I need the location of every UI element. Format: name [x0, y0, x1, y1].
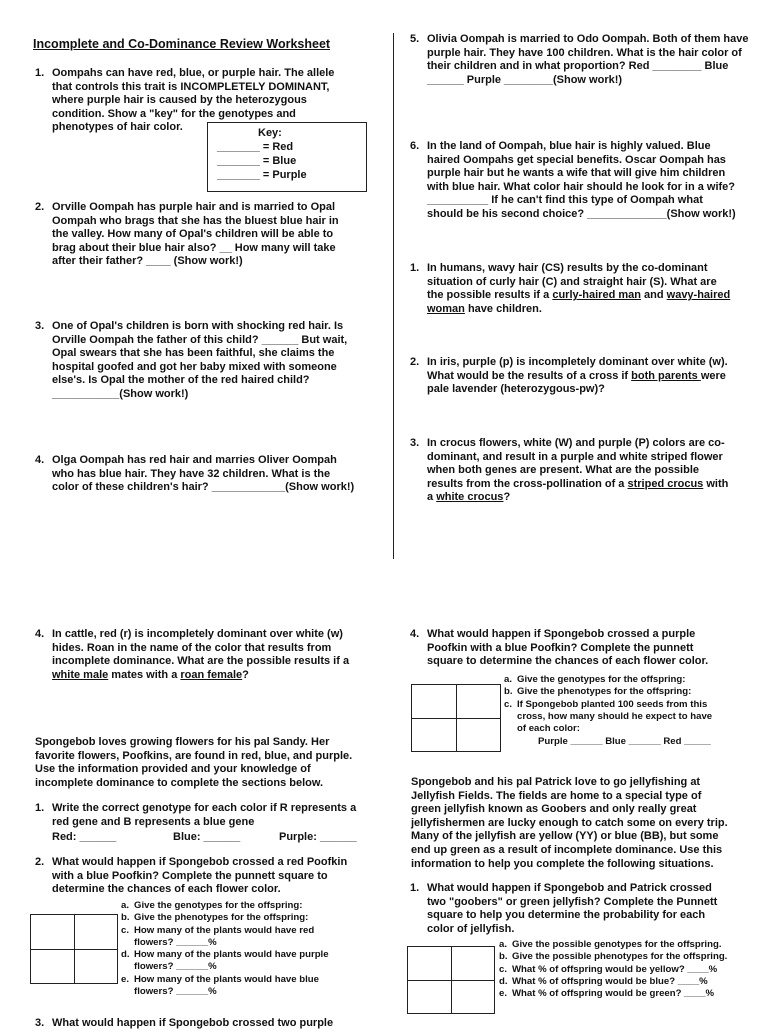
- question-4-olga: 4. Olga Oompah has red hair and marries Oliver Oompah who has blue hair. They have 32 children. What is the color of these children's hair? ____________(Show work!): [35, 454, 355, 494]
- seed-color-blanks: Purple ______ Blue ______ Red _____: [538, 736, 711, 747]
- sub-letter: b.: [504, 686, 513, 698]
- codominance-question-1-hair: 1. In humans, wavy hair (CS) results by the co-dominant situation of curly hair (C) and straight hair (S). What are the possible results if a curly-haired man and wavy-haired woman have children.: [410, 262, 731, 315]
- sub-text: If Spongebob planted 100 seeds from this cross, how many should he expect to have of each color:: [517, 698, 713, 735]
- sub-text: How many of the plants would have red flowers? ______%: [134, 924, 315, 948]
- jellyfish-sub-item-e: [499, 988, 764, 1000]
- key-blue-line: _______ = Blue: [217, 155, 297, 167]
- sub-letter: a.: [121, 900, 130, 911]
- jellyfish-sub-item-b: [499, 951, 764, 963]
- jellyfish-sub-item-a: [499, 939, 764, 951]
- sub-letter: c.: [504, 698, 513, 710]
- jellyfish-subquestions: [499, 939, 764, 1000]
- sub-text: Give the phenotypes for the offspring:: [517, 686, 692, 698]
- sub-letter: b.: [121, 912, 130, 924]
- sub-letter: e.: [121, 973, 130, 985]
- sub-text: Give the genotypes for the offspring:: [134, 900, 303, 911]
- sub-letter: d.: [499, 975, 508, 987]
- column-divider: [393, 33, 394, 559]
- question-5-olivia: 5. Olivia Oompah is married to Odo Oompah. Both of them have purple hair. They have 100 children. What is the hair color of their children and in what proportion? Red ________ Blue ______ Purple ________(Show work!): [410, 33, 749, 86]
- sub-letter: a.: [499, 939, 508, 950]
- question-1-oompah-hair: 1. Oompahs can have red, blue, or purple hair. The allele that controls this trait is INCOMPLETELY DOMINANT, where purple hair is caused by the heterozygous condition. Show a "key" for the genotypes and phenotypes of hair color.: [35, 67, 335, 134]
- sub-text: What % of offspring would be green? ____%: [512, 988, 715, 1000]
- red-blue-sub-item-b: [121, 912, 381, 924]
- key-heading: Key:: [258, 127, 282, 139]
- sub-text: How many of the plants would have purple flowers? ______%: [134, 949, 329, 973]
- sub-letter: a.: [504, 674, 513, 685]
- purple-blue-sub-item-b: [504, 686, 766, 698]
- punnett-square-jellyfish[interactable]: [407, 946, 495, 1014]
- genotype-red-blank: Red: ______: [52, 831, 117, 843]
- genotype-purple-blank: Purple: ______: [279, 831, 357, 843]
- sub-text: What % of offspring would be yellow? ____%: [512, 963, 718, 975]
- question-4-purple-blue-poofkin: 4. What would happen if Spongebob crossed a purple Poofkin with a blue Poofkin? Complete the punnett square to determine the chances of each flower color.: [410, 628, 709, 668]
- jellyfish-sub-item-d: [499, 976, 764, 988]
- worksheet-title: Incomplete and Co-Dominance Review Worksheet: [33, 37, 331, 51]
- sub-letter: e.: [499, 988, 508, 1000]
- section-2-subquestions: [121, 900, 381, 998]
- poofkin-intro-paragraph: Spongebob loves growing flowers for his pal Sandy. Her favorite flowers, Poofkins, are found in red, blue, and purple. Use the information provided and your knowledge of incomplete dominance to complete the sections below.: [35, 736, 353, 789]
- sub-text: How many of the plants would have blue flowers? ______%: [134, 973, 319, 998]
- question-4-cattle: 4. In cattle, red (r) is incompletely dominant over white (w) hides. Roan in the name of the color that results from incomplete dominance. What are the possible results if a white male mates with a roan female?: [35, 628, 350, 681]
- red-blue-sub-item-a: [121, 900, 381, 912]
- question-3-opal-child: 3. One of Opal's children is born with shocking red hair. Is Orville Oompah the father of this child? ______ But wait, Opal swears that she has been faithful, she claims the hospital goofed and got her baby mixed with someone else's. Is Opal the mother of the red haired child? ___________(Show work!): [35, 320, 348, 400]
- sub-letter: d.: [121, 949, 130, 961]
- genotype-key-box: [207, 122, 367, 192]
- red-blue-sub-item-e: [121, 974, 381, 999]
- question-4-subquestions: [504, 674, 766, 735]
- sub-text: Give the possible phenotypes for the offspring.: [512, 951, 728, 963]
- sub-letter: c.: [121, 924, 130, 936]
- codominance-question-3-crocus: 3. In crocus flowers, white (W) and purple (P) colors are co- dominant, and result in a purple and white striped flower when both genes are present. What are the possible results from the cross-pollination of a striped crocus with a white crocus?: [410, 437, 729, 504]
- question-2-orville: 2. Orville Oompah has purple hair and is married to Opal Oompah who brags that she has the bluest blue hair in the valley. How many of Opal's children will be able to brag about their blue hair also? __ How many will take after their father? ____ (Show work!): [35, 201, 339, 268]
- question-6-oscar: 6. In the land of Oompah, blue hair is highly valued. Blue haired Oompahs get special benefits. Oscar Oompah has purple hair but he wants a wife that will give him children with blue hair. What color hair should he look for in a wife? __________ If he can't find this type of Oompah what should be his second choice? _____________(Show work!): [410, 140, 736, 220]
- key-purple-line: _______ = Purple: [217, 169, 307, 181]
- purple-blue-sub-item-a: [504, 674, 766, 686]
- key-red-line: _______ = Red: [217, 141, 294, 153]
- sub-letter: c.: [499, 963, 508, 975]
- sub-letter: b.: [499, 951, 508, 963]
- sub-text: Give the possible genotypes for the offspring.: [512, 939, 722, 950]
- sub-text: Give the phenotypes for the offspring:: [134, 912, 309, 924]
- codominance-question-2-iris: 2. In iris, purple (p) is incompletely dominant over white (w). What would be the results of a cross if both parents were pale lavender (heterozygous-pw)?: [410, 356, 728, 396]
- jellyfish-intro-paragraph: Spongebob and his pal Patrick love to go jellyfishing at Jellyfish Fields. The fields are home to a special type of green jellyfish known as Goobers and only really great jellyfishermen are lucky enough to catch some on every trip. Many of the jellyfish are yellow (YY) or blue (BB), but some end up green as a result of incomplete dominance. Use this information to help you complete the following situations.: [411, 776, 728, 870]
- purple-blue-sub-item-c: [504, 699, 766, 736]
- red-blue-sub-item-d: [121, 949, 381, 974]
- punnett-square-purple-blue[interactable]: [411, 684, 501, 752]
- jellyfish-question-1: 1. What would happen if Spongebob and Patrick crossed two "goobers" or green jellyfish? Complete the Punnett square to help you determine the probability for each color of jellyfish.: [410, 882, 718, 935]
- red-blue-sub-item-c: [121, 925, 381, 950]
- punnett-square-red-blue[interactable]: [30, 914, 118, 984]
- jellyfish-sub-item-c: [499, 964, 764, 976]
- section-1-genotypes: 1. Write the correct genotype for each color if R represents a red gene and B represents a blue gene: [35, 802, 357, 828]
- sub-text: Give the genotypes for the offspring:: [517, 674, 686, 685]
- genotype-blue-blank: Blue: ______: [173, 831, 241, 843]
- section-2-red-blue-cross: 2. What would happen if Spongebob crossed a red Poofkin with a blue Poofkin? Complete the punnett square to determine the chances of each flower color.: [35, 856, 348, 896]
- sub-text: What % of offspring would be blue? ____%: [512, 975, 708, 987]
- section-3-purple-cross: 3. What would happen if Spongebob crossed two purple: [35, 1017, 334, 1029]
